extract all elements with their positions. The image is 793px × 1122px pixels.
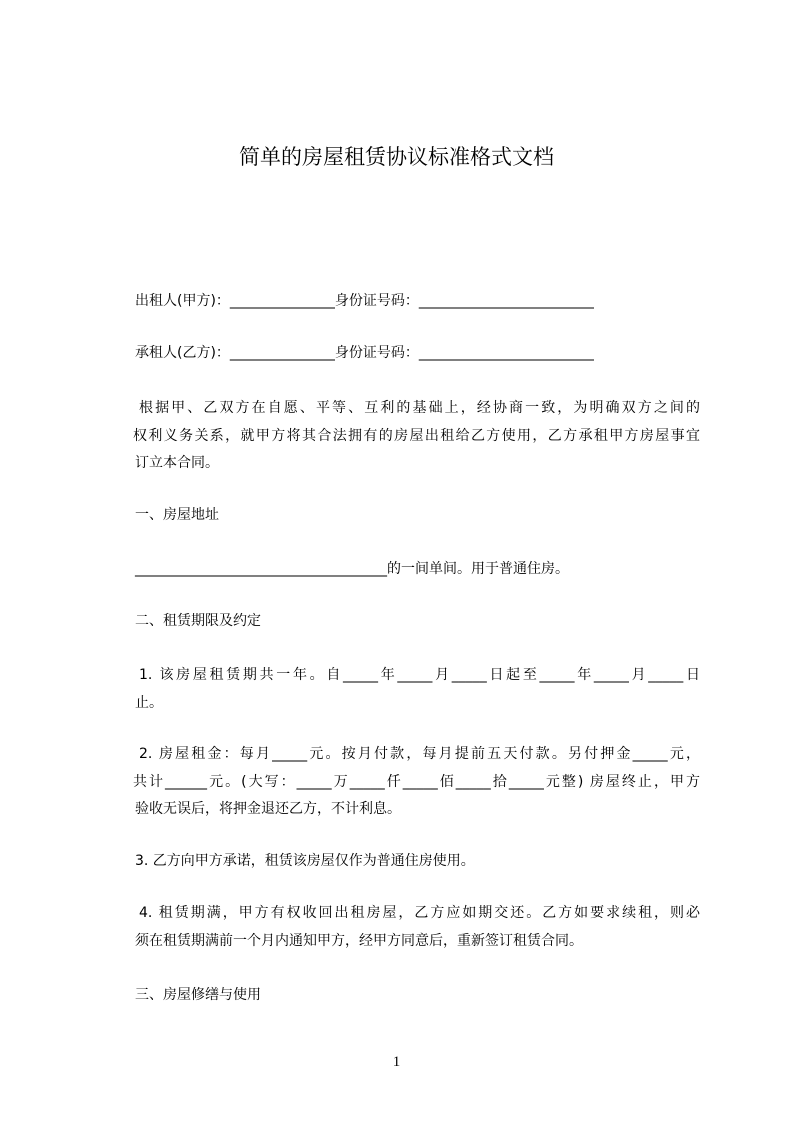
lessee-line: 承租人(乙方)：_______________身份证号码：_________________________ bbox=[135, 345, 594, 361]
document-title: 简单的房屋租赁协议标准格式文档 bbox=[239, 145, 554, 169]
clause-1: 止。 bbox=[135, 695, 163, 711]
lessor-line: 出租人(甲方)：_______________身份证号码：_________________________ bbox=[135, 293, 594, 309]
clause-1: 1. 该房屋租赁期共一年。自_____年_____月_____日起至_____年_____月_____日 bbox=[139, 667, 700, 683]
preamble-line: 权利义务关系，就甲方将其合法拥有的房屋出租给乙方使用，乙方承租甲方房屋事宜 bbox=[133, 428, 700, 444]
preamble-line: 根据甲、乙双方在自愿、平等、互利的基础上，经协商一致，为明确双方之间的 bbox=[139, 400, 700, 416]
clause-3: 3. 乙方向甲方承诺，租赁该房屋仅作为普通住房使用。 bbox=[135, 853, 475, 869]
section-heading: 二、租赁期限及约定 bbox=[135, 613, 261, 629]
address-line: ____________________________________的一间单间。用于普通住房。 bbox=[135, 561, 569, 577]
section-heading: 一、房屋地址 bbox=[135, 507, 219, 523]
preamble-line: 订立本合同。 bbox=[135, 455, 219, 471]
page-number: 1 bbox=[392, 1054, 401, 1070]
clause-2: 共计______元。(大写：_____万_____仟_____佰_____拾_____元整) 房屋终止，甲方 bbox=[133, 774, 700, 790]
clause-4: 4. 租赁期满，甲方有权收回出租房屋，乙方应如期交还。乙方如要求续租，则必 bbox=[139, 905, 700, 921]
section-heading: 三、房屋修缮与使用 bbox=[135, 987, 261, 1003]
clause-2: 2. 房屋租金：每月_____元。按月付款，每月提前五天付款。另付押金_____元， bbox=[139, 746, 700, 762]
clause-4: 须在租赁期满前一个月内通知甲方，经甲方同意后，重新签订租赁合同。 bbox=[135, 933, 583, 949]
clause-2: 验收无误后，将押金退还乙方，不计利息。 bbox=[135, 801, 401, 817]
